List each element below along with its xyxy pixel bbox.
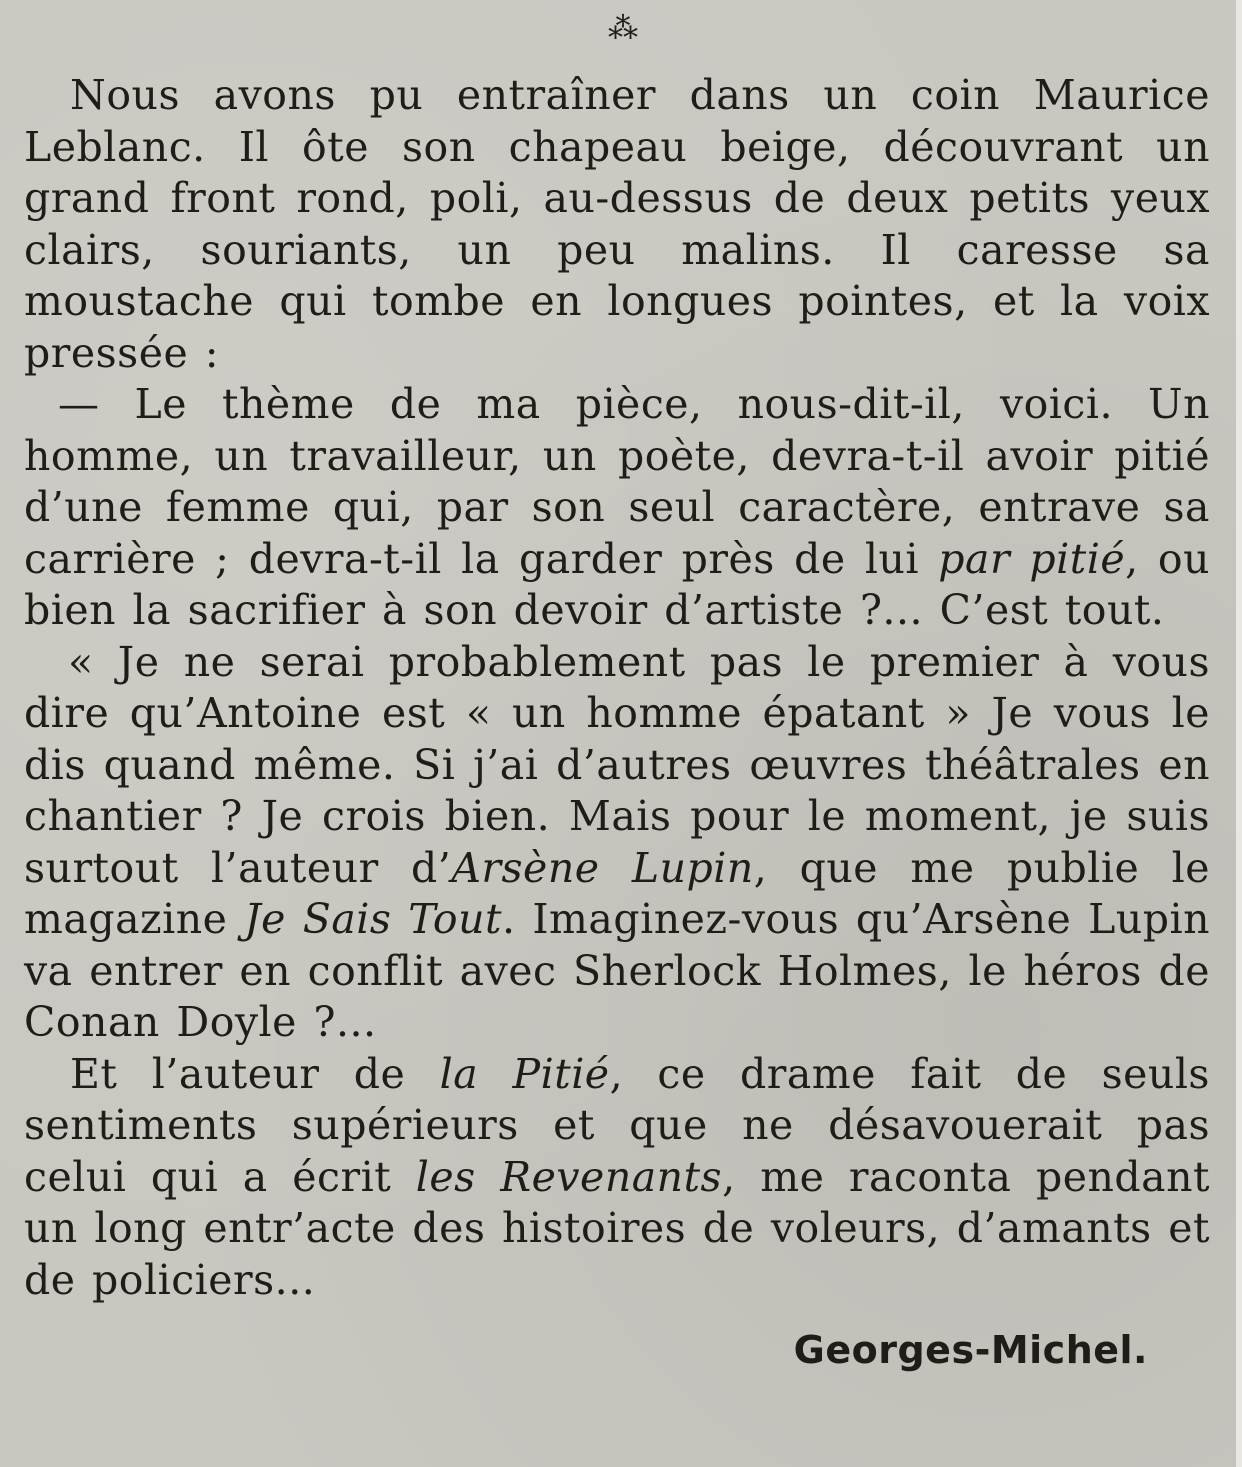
paragraph-quote	[24, 637, 1210, 1049]
page-edge	[1236, 0, 1242, 1467]
paragraph-closing	[24, 1049, 1210, 1307]
article-body	[24, 70, 1210, 1306]
author-signature: Georges-Michel.	[793, 1328, 1148, 1372]
paragraph-intro	[24, 70, 1210, 379]
text-segment: Nous avons pu entraîner dans un coin Maurice Leblanc. Il ôte son chapeau beige, découvrant un grand front rond, poli, au-dessus de deux petits yeux clairs, souriants, un peu malins. Il caresse sa moustache qui tombe en longues pointes, et la voix pressée :	[24, 71, 1210, 377]
asterism-glyph: ⁂	[608, 11, 642, 46]
italic-text-segment: par pitié	[938, 534, 1126, 583]
text-segment: , ou bien la sacrifier à son devoir d’artiste ?... C’est tout.	[24, 534, 1210, 634]
asterism-ornament	[24, 11, 1210, 70]
italic-text-segment: Arsène Lupin	[451, 843, 754, 892]
paragraph-theme	[24, 379, 1210, 637]
italic-text-segment: la Pitié	[439, 1049, 610, 1098]
text-segment: , ce drame fait de seuls sentiments supérieurs et que ne désavouerait pas celui qui a écrit	[24, 1049, 1210, 1201]
text-segment: — Le thème de ma pièce, nous-dit-il, voici. Un homme, un travailleur, un poète, devra-t-il avoir pitié d’une femme qui, par son seul caractère, entrave sa carrière ; devra-t-il la garder près de lui	[24, 380, 1210, 583]
text-segment: , que me publie le magazine	[24, 843, 1211, 943]
text-segment: « Je ne serai probablement pas le premier à vous dire qu’Antoine est « un homme épatant » Je vous le dis quand même. Si j’ai d’autres œuvres théâtrales en chantier ? Je crois bien. Mais pour le moment, je suis surtout l’auteur d’	[24, 637, 1210, 892]
italic-text-segment: les Revenants	[415, 1152, 723, 1201]
italic-text-segment: Je Sais Tout	[244, 895, 502, 943]
text-segment: . Imaginez-vous qu’Arsène Lupin va entrer en conflit avec Sherlock Holmes, le héros de Conan Doyle ?...	[24, 895, 1210, 1046]
text-segment: Et l’auteur de	[70, 1049, 440, 1098]
text-segment: , me raconta pendant un long entr’acte des histoires de voleurs, d’amants et de policiers...	[24, 1152, 1210, 1304]
